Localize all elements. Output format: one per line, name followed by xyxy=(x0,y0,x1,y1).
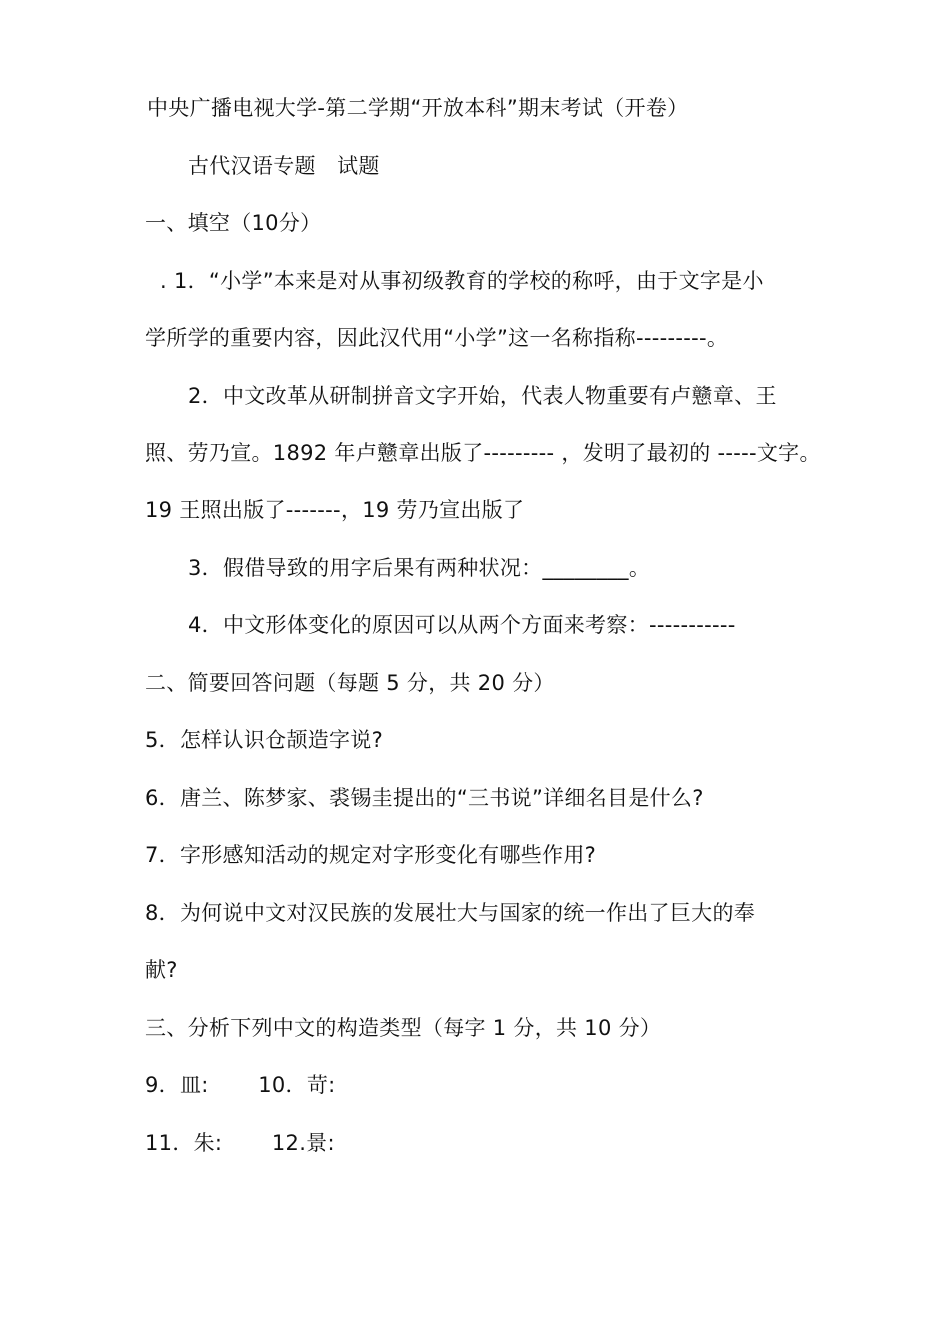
question-2-line-1: 2．中文改革从研制拼音文字开始，代表人物重要有卢戆章、王 xyxy=(188,384,777,408)
section-heading-character-structure: 三、分析下列中文的构造类型（每字 1 分，共 10 分） xyxy=(145,1016,662,1040)
question-5: 5．怎样认识仓颉造字说? xyxy=(145,728,384,752)
question-7: 7．字形感知活动的规定对字形变化有哪些作用? xyxy=(145,843,597,867)
question-8-line-1: 8．为何说中文对汉民族的发展壮大与国家的统一作出了巨大的奉 xyxy=(145,901,756,925)
question-4: 4．中文形体变化的原因可以从两个方面来考察：----------- xyxy=(188,613,736,637)
questions-9-10: 9．皿: 10．苛: xyxy=(145,1073,336,1097)
question-2-line-3: 19 王照出版了-------，19 劳乃宣出版了 xyxy=(145,498,525,522)
exam-title: 中央广播电视大学-第二学期“开放本科”期末考试（开卷） xyxy=(147,96,689,120)
question-6: 6．唐兰、陈梦家、裘锡圭提出的“三书说”详细名目是什么? xyxy=(145,786,704,810)
question-3: 3．假借导致的用字后果有两种状况：________。 xyxy=(188,556,651,580)
section-heading-fill-in: 一、填空（10分） xyxy=(145,211,322,235)
question-1-line-2: 学所学的重要内容，因此汉代用“小学”这一名称指称---------。 xyxy=(145,326,729,350)
questions-11-12: 11．朱: 12.景: xyxy=(145,1131,335,1155)
question-1-line-1: . 1．“小学”本来是对从事初级教育的学校的称呼，由于文字是小 xyxy=(160,269,764,293)
exam-subtitle: 古代汉语专题 试题 xyxy=(188,154,380,178)
question-2-line-2: 照、劳乃宣。1892 年卢戆章出版了--------- ，发明了最初的 -----文字。 xyxy=(145,441,821,465)
question-8-line-2: 献? xyxy=(145,958,178,982)
section-heading-short-answer: 二、简要回答问题（每题 5 分，共 20 分） xyxy=(145,671,555,695)
